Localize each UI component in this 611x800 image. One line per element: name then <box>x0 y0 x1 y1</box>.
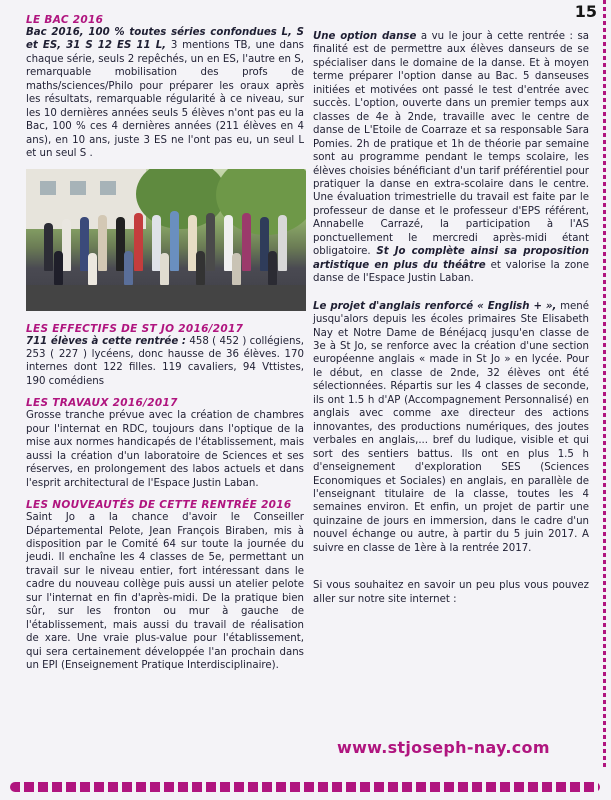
decorative-dotted-band <box>10 782 600 792</box>
page-number: 15 <box>574 2 597 21</box>
photo-person <box>44 223 53 271</box>
section-effectifs <box>26 323 304 389</box>
anglais-lead: Le projet d'anglais renforcé « English + », <box>313 300 557 312</box>
bac-lead: Bac 2016, 100 % toutes séries confondues L, S et ES, 31 S 12 ES 11 L, <box>26 27 304 52</box>
nouveautes-paragraph: Saint Jo a la chance d'avoir le Conseiller Départemental Pelote, Jean François Biraben, mis à disposition par le Comité 64 sur toute la journée du jeudi. Il enchaîne les 4 classes de 5e, permettant un travail sur le niveau entier, fort intéressant dans le cadre du nouveau collège puis aussi un atelier pelote sur l'internat en fin d'après-midi. De la pratique bien sûr, sur les fronton ou mur à gauche de l'établissement, mais aussi du travail de réalisation de xare. Une vraie plus-value pour l'établissement, qui sera certainement développée l'an prochain dans un EPI (Enseignement Pratique Interdisciplinaire). <box>26 512 304 672</box>
photo-person <box>206 213 215 271</box>
photo-window <box>70 181 86 195</box>
travaux-paragraph: Grosse tranche prévue avec la création de chambres pour l'internat en RDC, toujours dans l'optique de la mise aux normes handicapés de l'établissement, mais aussi la création d'un laboratoire de Sciences et ses réserves, en prolongement des labos actuels et dans l'esprit architectural de l'Espace Justin Laban. <box>26 410 304 489</box>
website-link[interactable]: www.stjoseph-nay.com <box>337 738 550 757</box>
danse-body-2: et valorise la zone danse de l'Espace Justin Laban. <box>313 259 589 285</box>
photo-person <box>268 251 277 285</box>
photo-person <box>242 213 251 271</box>
section-title-travaux: LES TRAVAUX 2016/2017 <box>26 397 178 410</box>
closing-paragraph: Si vous souhaitez en savoir un peu plus vous pouvez aller sur notre site internet : <box>313 580 589 605</box>
danse-lead: Une option danse <box>313 31 417 42</box>
photo-person <box>54 251 63 285</box>
group-photo <box>26 169 306 311</box>
effectifs-body: 458 ( 452 ) collégiens, 253 ( 227 ) lycéens, donc hausse de 36 élèves. 170 internes dont 122 filles. 119 cavaliers, 94 Vttistes, 190 comédiens <box>26 335 304 387</box>
section-title-effectifs: LES EFFECTIFS DE ST JO 2016/2017 <box>26 322 244 335</box>
section-title-nouveautes: LES NOUVEAUTÉS DE CETTE RENTRÉE 2016 <box>26 499 292 512</box>
section-nouveautes <box>26 499 304 672</box>
anglais-body: mené jusqu'alors depuis les écoles primaires Ste Elisabeth Nay et Notre Dame de Bénéjacq jusqu'en classe de 3e à St Jo, se renforce avec la création d'une section européenne anglais « made in St Jo » en lycée. Pour le début, en classe de 2nde, 32 élèves ont été sélectionnées. Répartis sur les 4 classes de seconde, ils ont 1.5 h d'AP (Accompagnement Personnalisé) en anglais avec comme axe directeur des actions innovantes, des productions numériques, des joutes verbales en anglais,... bref du ludique, visible et qui sort des sentiers battus. Ils ont en plus 1.5 h d'enseignement d'exploration SES (Sciences Economiques et Sociales) en anglais, en parallèle de l'enseignant titulaire de la classe, toutes les 4 semaines environ. Et enfin, un projet de partir une quinzaine de jours en immersion, dans le cadre d'un nouvel échange ou autre, à partir du 5 juin 2017. A suivre en classe de 1ère à la rentrée 2017. <box>313 300 589 554</box>
photo-window <box>100 181 116 195</box>
photo-window <box>40 181 56 195</box>
bac-paragraph <box>26 26 304 161</box>
effectifs-lead: 711 élèves à cette rentrée : <box>26 335 186 347</box>
right-column <box>313 30 589 606</box>
bottom-decorative-band <box>0 774 611 800</box>
danse-lead-2: St Jo complète ainsi sa proposition artistique en plus du théâtre <box>313 246 589 271</box>
left-column <box>26 14 304 673</box>
photo-person <box>170 211 179 271</box>
photo-person <box>62 219 71 271</box>
danse-paragraph <box>313 30 589 286</box>
section-bac <box>26 14 304 161</box>
anglais-paragraph <box>313 300 589 556</box>
danse-body: a vu le jour à cette rentrée : sa finalité est de permettre aux élèves danseurs de se spécialiser dans le domaine de la danse. Et à moyen terme préparer l'option danse au Bac. 5 danseuses initiées et motivées ont passé le test d'entrée avec succès. L'option, ouverte dans un premier temps aux classes de 4e à 2nde, travaille avec le centre de danse de L'Etoile de Coarraze et sa responsable Sara Pomies. 2h de pratique et 1h de théorie par semaine sont au programme pendant le temps scolaire, les élèves choisies bénéficiant d'un tarif préférentiel pour pratiquer la danse en extra-scolaire dans le centre. Une évaluation trimestrielle du travail est faite par le professeur de danse et le professeur d'EPS référent, Annabelle Carrazé, la participation à l'AS ponctuellement le mercredi après-midi étant obligatoire. <box>313 31 590 258</box>
decorative-dotted-rule <box>603 0 606 770</box>
section-title-bac: LE BAC 2016 <box>26 14 104 26</box>
photo-ground <box>26 285 306 311</box>
photo-person <box>134 213 143 271</box>
photo-person <box>98 215 107 271</box>
section-travaux <box>26 397 304 490</box>
photo-person <box>232 253 241 285</box>
photo-person <box>88 253 97 285</box>
effectifs-paragraph <box>26 335 304 389</box>
photo-person <box>278 215 287 271</box>
bac-body: 3 mentions TB, une dans chaque série, seuls 2 repêchés, un en ES, l'autre en S, remarquable mobilisation des profs de maths/sciences/Philo pour préparer les oraux après les résultats, remarquable régularité à ce niveau, sur les 10 dernières années seuls 5 élèves n'ont pas eu la Bac, 100 % ces 4 dernières années (211 élèves en 4 ans), en 10 ans, juste 3 ES ne l'ont pas eu, un seul L et un seul S . <box>26 40 304 160</box>
photo-person <box>124 251 133 285</box>
photo-person <box>160 253 169 285</box>
photo-person <box>196 251 205 285</box>
